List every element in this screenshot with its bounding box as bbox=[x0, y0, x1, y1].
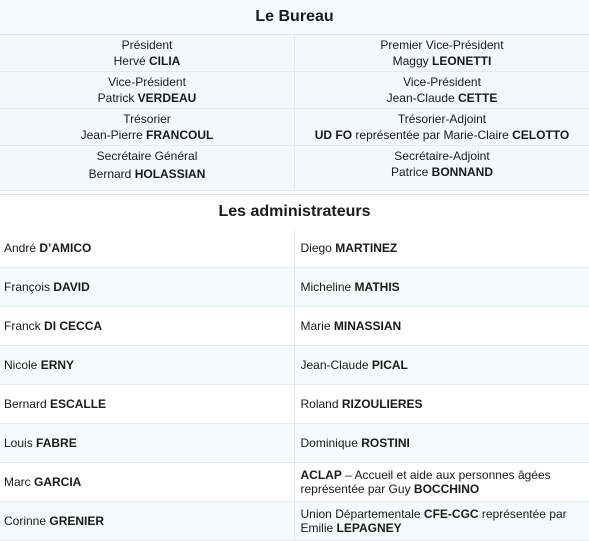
member-last-name: HOLASSIAN bbox=[135, 167, 206, 181]
admin-row bbox=[0, 346, 589, 385]
member-first-name: Micheline bbox=[301, 280, 352, 294]
admin-row bbox=[0, 268, 589, 307]
member-first-name: Maggy bbox=[393, 54, 429, 68]
member-first-name: Patrice bbox=[391, 165, 428, 179]
admin-member bbox=[0, 385, 294, 423]
admin-member-aclap bbox=[294, 463, 589, 501]
bureau-member-first-vice-president bbox=[294, 35, 589, 71]
member-first-name: Bernard bbox=[89, 167, 132, 181]
admin-member bbox=[0, 502, 294, 540]
member-organization: CFE-CGC bbox=[424, 507, 479, 521]
admin-member bbox=[294, 307, 589, 345]
bureau-member-vice-president bbox=[294, 72, 589, 108]
bureau-member-secretary-general bbox=[0, 146, 294, 190]
member-last-name: DI CECCA bbox=[44, 319, 102, 333]
member-last-name: ROSTINI bbox=[361, 436, 410, 450]
member-first-name: Corinne bbox=[4, 514, 46, 528]
member-first-name: Patrick bbox=[98, 91, 135, 105]
member-role: Vice-Président bbox=[295, 74, 589, 90]
bureau-row bbox=[0, 146, 589, 191]
member-organization: ACLAP bbox=[301, 468, 342, 482]
admin-member bbox=[294, 346, 589, 384]
admin-member bbox=[0, 463, 294, 501]
member-first-name: Roland bbox=[301, 397, 339, 411]
admin-member bbox=[294, 268, 589, 306]
member-first-name: Franck bbox=[4, 319, 41, 333]
admin-member-cfe-cgc bbox=[294, 502, 589, 540]
admin-member bbox=[294, 385, 589, 423]
admin-member bbox=[294, 424, 589, 462]
member-last-name: BOCCHINO bbox=[414, 482, 479, 496]
member-role: Trésorier bbox=[0, 111, 294, 127]
bureau-heading: Le Bureau bbox=[0, 0, 589, 35]
member-last-name: D’AMICO bbox=[39, 241, 91, 255]
bureau-table bbox=[0, 35, 589, 191]
bureau-member-vice-president bbox=[0, 72, 294, 108]
member-last-name: ERNY bbox=[41, 358, 74, 372]
member-name bbox=[0, 127, 294, 143]
member-last-name: MINASSIAN bbox=[334, 319, 401, 333]
member-role: Secrétaire-Adjoint bbox=[295, 148, 589, 164]
bureau-row bbox=[0, 72, 589, 109]
member-representation: – Accueil et aide aux personnes âgées représentée par Guy bbox=[301, 468, 551, 496]
admin-member bbox=[0, 307, 294, 345]
bureau-row bbox=[0, 35, 589, 72]
member-last-name: MARTINEZ bbox=[335, 241, 397, 255]
member-role: Trésorier-Adjoint bbox=[295, 111, 589, 127]
member-representation: représentée par Marie-Claire bbox=[352, 128, 509, 142]
member-last-name: BONNAND bbox=[432, 165, 493, 179]
member-first-name: Louis bbox=[4, 436, 33, 450]
member-first-name: Nicole bbox=[4, 358, 37, 372]
member-first-name: François bbox=[4, 280, 50, 294]
member-last-name: ESCALLE bbox=[50, 397, 106, 411]
admin-row bbox=[0, 229, 589, 268]
member-role: Secrétaire Général bbox=[0, 148, 294, 164]
admin-member bbox=[294, 229, 589, 267]
member-last-name: GRENIER bbox=[49, 514, 104, 528]
member-last-name: LEPAGNEY bbox=[337, 521, 402, 535]
member-organization: UD FO bbox=[315, 128, 352, 142]
member-name bbox=[301, 468, 589, 496]
member-first-name: Jean-Pierre bbox=[81, 128, 143, 142]
admin-row bbox=[0, 385, 589, 424]
member-first-name: Dominique bbox=[301, 436, 358, 450]
member-role: Vice-Président bbox=[0, 74, 294, 90]
member-name bbox=[295, 127, 589, 143]
member-last-name: CELOTTO bbox=[512, 128, 569, 142]
member-last-name: PICAL bbox=[372, 358, 408, 372]
admins-table bbox=[0, 229, 589, 541]
member-first-name: Diego bbox=[301, 241, 332, 255]
member-first-name: Marc bbox=[4, 475, 31, 489]
member-name bbox=[301, 507, 589, 535]
member-first-name: Bernard bbox=[4, 397, 47, 411]
member-last-name: FABRE bbox=[36, 436, 77, 450]
member-last-name: CETTE bbox=[458, 91, 497, 105]
member-representation: représentée par Emilie bbox=[301, 507, 567, 535]
bureau-member-deputy-secretary bbox=[294, 146, 589, 190]
member-last-name: LEONETTI bbox=[432, 54, 491, 68]
member-last-name: CILIA bbox=[149, 54, 180, 68]
member-name bbox=[0, 53, 294, 69]
member-first-name: Jean-Claude bbox=[387, 91, 455, 105]
admin-row bbox=[0, 502, 589, 541]
member-name bbox=[0, 166, 294, 182]
admin-member bbox=[0, 424, 294, 462]
member-last-name: MATHIS bbox=[355, 280, 400, 294]
member-last-name: DAVID bbox=[53, 280, 89, 294]
admin-member bbox=[0, 268, 294, 306]
admin-row bbox=[0, 424, 589, 463]
admin-member bbox=[0, 229, 294, 267]
member-last-name: FRANCOUL bbox=[146, 128, 213, 142]
bureau-member-treasurer bbox=[0, 109, 294, 145]
member-name bbox=[0, 90, 294, 106]
admin-member bbox=[0, 346, 294, 384]
bureau-row bbox=[0, 109, 589, 146]
bureau-member-president bbox=[0, 35, 294, 71]
admin-row bbox=[0, 307, 589, 346]
member-organization-prefix: Union Départementale bbox=[301, 507, 424, 521]
member-name bbox=[295, 164, 589, 180]
member-first-name: Hervé bbox=[114, 54, 146, 68]
bureau-member-deputy-treasurer bbox=[294, 109, 589, 145]
admins-heading: Les administrateurs bbox=[0, 194, 589, 230]
member-last-name: GARCIA bbox=[34, 475, 81, 489]
member-first-name: Marie bbox=[301, 319, 331, 333]
member-last-name: VERDEAU bbox=[138, 91, 197, 105]
member-name bbox=[295, 90, 589, 106]
admin-row bbox=[0, 463, 589, 502]
member-role: Premier Vice-Président bbox=[295, 37, 589, 53]
member-first-name: André bbox=[4, 241, 36, 255]
member-first-name: Jean-Claude bbox=[301, 358, 369, 372]
member-name bbox=[295, 53, 589, 69]
member-last-name: RIZOULIERES bbox=[342, 397, 423, 411]
member-role: Président bbox=[0, 37, 294, 53]
